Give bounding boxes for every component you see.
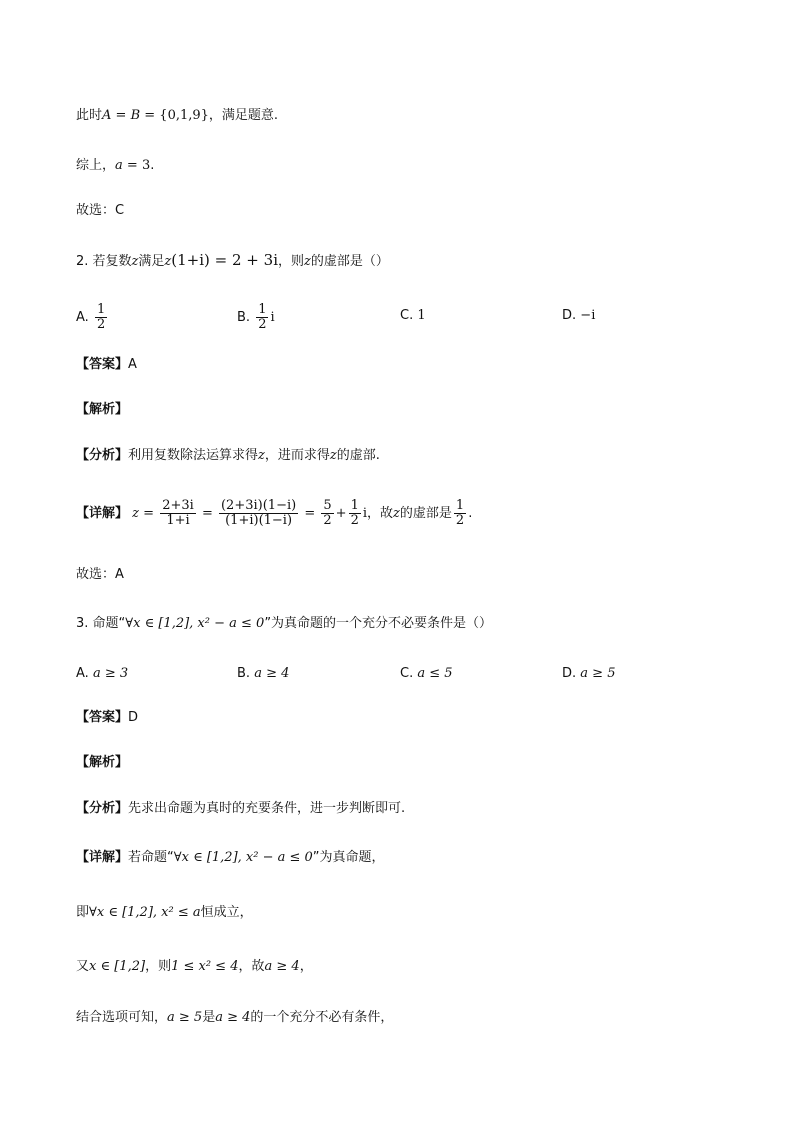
solution-3-line-1 (76, 848, 385, 868)
text: ， (299, 959, 313, 974)
option-label: A. (76, 666, 89, 681)
analysis-2-heading (76, 400, 128, 420)
numerator: (2+3i)(1−i) (220, 498, 297, 513)
text: 利用复数除法运算求得 (128, 448, 259, 463)
text: 先求出命题为真时的充要条件，进一步判断即可. (128, 801, 406, 816)
text: ，则 (145, 959, 172, 974)
numerator: 1 (258, 302, 267, 317)
equals: = (143, 506, 155, 521)
math-var: a (115, 158, 123, 173)
text-line-3 (76, 201, 124, 221)
math: ∀x ∈ [1,2], x² ≤ a (89, 905, 201, 920)
answer-value: A (128, 357, 137, 372)
math: (1+i) = 2 + 3i (171, 251, 278, 269)
math-var: B (130, 108, 141, 123)
denominator: 2 (350, 513, 359, 528)
math: = {0,1,9} (140, 108, 209, 123)
imaginary-unit: i (270, 310, 275, 325)
denominator: 2 (96, 317, 106, 332)
summary-tag: 【分析】 (76, 448, 129, 463)
answer-value: D (128, 710, 139, 725)
option-value: 1 (417, 308, 426, 323)
option-label: C. (400, 308, 414, 323)
text: 的一个充分不必有条件， (250, 1010, 394, 1025)
math: a ≥ 5 (167, 1010, 203, 1025)
answer-choice-line-2 (76, 565, 124, 585)
summary-tag: 【分析】 (76, 801, 129, 816)
q2-option-c (400, 306, 426, 326)
text: 3. 命题“ (76, 616, 126, 631)
text: ，故 (367, 506, 394, 521)
math-var: z (258, 448, 265, 463)
math: ∀x ∈ [1,2], x² − a ≤ 0 (125, 616, 265, 631)
math-var: z (304, 254, 311, 269)
fraction (349, 499, 361, 528)
text: 恒成立， (200, 905, 253, 920)
text: . (468, 506, 473, 521)
numerator: 1 (350, 498, 359, 513)
analysis-3-heading (76, 753, 128, 773)
numerator: 1 (455, 498, 465, 513)
option-value: a ≥ 3 (92, 666, 129, 681)
option-value: −i (580, 308, 596, 323)
answer-3 (76, 708, 138, 728)
q2-option-a (76, 303, 109, 332)
q3-option-c (400, 664, 453, 684)
text: ”为真命题， (312, 850, 385, 865)
text: ，故 (238, 959, 265, 974)
numerator: 1 (96, 302, 106, 317)
math-var: z (329, 448, 337, 463)
numerator: 5 (323, 498, 332, 513)
text: 满足 (138, 254, 165, 269)
analysis-2-summary (76, 446, 380, 466)
text: 的虚部. (336, 448, 380, 463)
math: ∀x ∈ [1,2], x² − a ≤ 0 (173, 850, 313, 865)
solution-3-line-4 (76, 1008, 393, 1028)
text: 是 (202, 1010, 216, 1025)
answer-choice-line: 故选：C (76, 203, 125, 218)
equals: = (304, 506, 316, 521)
text: 即 (76, 905, 90, 920)
math-var: z (131, 254, 139, 269)
q2-option-d (562, 306, 595, 326)
math: = 3 (122, 158, 151, 173)
text: ”为真命题的一个充分不必要条件是（） (264, 616, 493, 631)
math: x ∈ [1,2] (89, 959, 146, 974)
text: 若命题“ (128, 850, 174, 865)
text: . (150, 158, 155, 173)
math: 1 ≤ x² ≤ 4 (171, 959, 239, 974)
fraction (256, 303, 268, 332)
option-label: D. (562, 666, 577, 681)
equals: = (201, 506, 213, 521)
fraction (95, 303, 107, 332)
denominator: 1+i (166, 513, 190, 528)
option-label: D. (562, 308, 577, 323)
analysis-3-summary (76, 799, 405, 819)
math: a ≥ 4 (215, 1010, 251, 1025)
text-line-1 (76, 106, 278, 126)
text: 2. 若复数 (76, 254, 132, 269)
option-value: a ≥ 5 (580, 666, 616, 681)
text: 的虚部是 (399, 506, 452, 521)
text: ，满足题意. (208, 108, 279, 123)
q3-option-b (237, 664, 289, 684)
denominator: 2 (455, 513, 465, 528)
math-var: z (164, 254, 172, 269)
text: ，则 (278, 254, 305, 269)
denominator: (1+i)(1−i) (225, 513, 293, 528)
imaginary-unit: i (362, 506, 368, 521)
math-var: z (393, 506, 400, 521)
math: a ≥ 4 (264, 959, 300, 974)
option-label: B. (237, 666, 251, 681)
analysis-tag: 【解析】 (76, 402, 129, 417)
solution-3-line-3 (76, 957, 313, 977)
detail-tag: 【详解】 (76, 506, 129, 521)
denominator: 2 (323, 513, 332, 528)
text: ，进而求得 (264, 448, 330, 463)
answer-tag: 【答案】 (76, 710, 129, 725)
denominator: 2 (258, 317, 267, 332)
solution-2 (76, 494, 472, 534)
math-var: A (102, 108, 112, 123)
math-var: z (132, 506, 140, 521)
detail-tag: 【详解】 (76, 850, 129, 865)
option-value: a ≥ 4 (254, 666, 290, 681)
numerator: 2+3i (162, 498, 194, 513)
fraction (160, 499, 196, 528)
text: 此时 (76, 108, 103, 123)
q3-option-a (76, 664, 128, 684)
text: 的虚部是（） (310, 254, 389, 269)
text: 故选：A (76, 567, 124, 582)
q2-option-b (237, 303, 275, 332)
text: 综上， (76, 158, 116, 173)
answer-tag: 【答案】 (76, 357, 129, 372)
fraction (321, 499, 333, 528)
question-2 (76, 250, 389, 272)
option-label: B. (237, 310, 251, 325)
solution-3-line-2 (76, 903, 253, 923)
fraction (219, 499, 298, 528)
text-line-2 (76, 156, 154, 176)
analysis-tag: 【解析】 (76, 755, 129, 770)
text: 结合选项可知， (76, 1010, 168, 1025)
option-label: C. (400, 666, 414, 681)
math: = (111, 108, 131, 123)
fraction (454, 499, 466, 528)
option-label: A. (76, 310, 89, 325)
question-3 (76, 614, 492, 634)
answer-2 (76, 355, 137, 375)
plus: + (335, 506, 347, 521)
option-value: a ≤ 5 (417, 666, 453, 681)
text: 又 (76, 959, 90, 974)
q3-option-d (562, 664, 615, 684)
